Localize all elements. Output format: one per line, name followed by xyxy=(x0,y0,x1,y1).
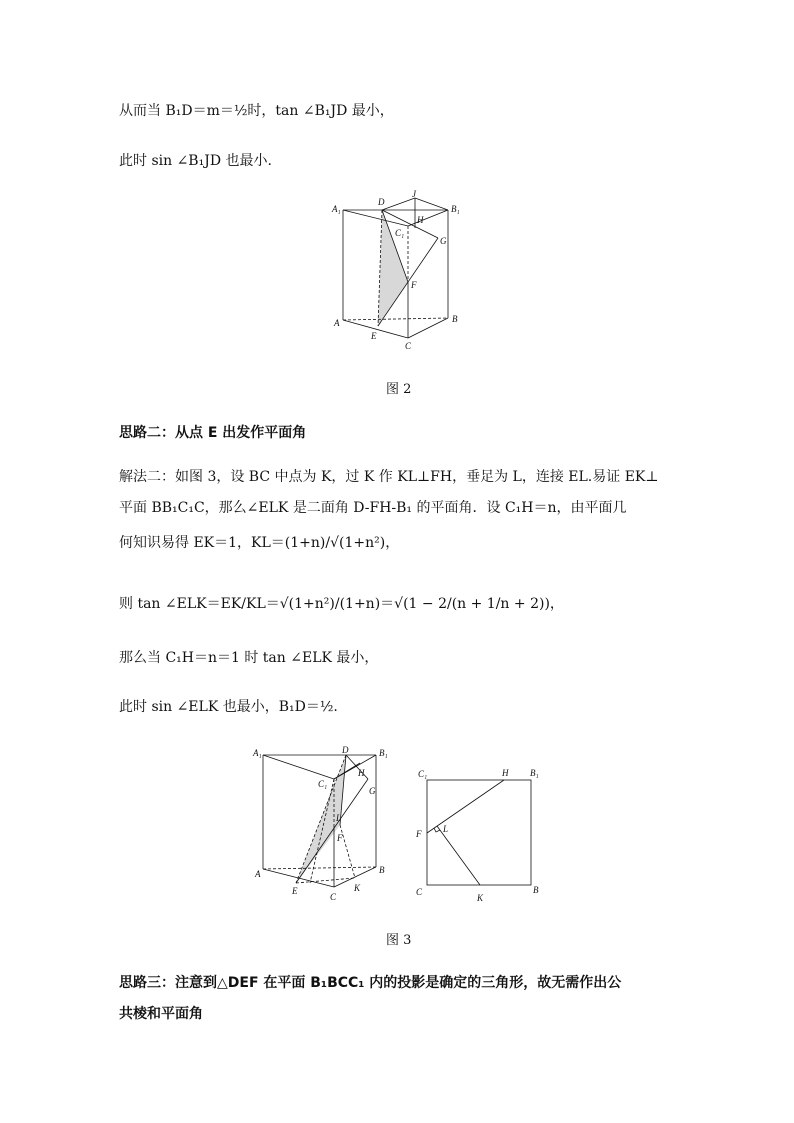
fig3-label-a1: A₁ xyxy=(253,748,262,758)
fig3-label-c: C xyxy=(330,892,337,902)
fig3-label-d: D xyxy=(342,745,349,755)
fig2-label-c1: C₁ xyxy=(395,228,405,238)
heading-approach-2: 思路二：从点 E 出发作平面角 xyxy=(119,425,307,441)
fig2-label-d: D xyxy=(378,197,385,207)
fig3-label-a: A xyxy=(255,869,261,879)
fig2-label-b: B xyxy=(452,314,458,324)
fig3b-label-b: B xyxy=(533,885,539,895)
text-line-5: 何知识易得 EK＝1，KL＝(1+n)/√(1+n²)， xyxy=(119,535,400,551)
fig3-label-b: B xyxy=(379,865,385,875)
fig2-label-j: J xyxy=(412,190,416,199)
text-line-2: 此时 sin ∠B₁JD 也最小. xyxy=(119,153,272,169)
text-line-7: 那么当 C₁H＝n＝1 时 tan ∠ELK 最小， xyxy=(119,650,379,666)
fig3-label-h: H xyxy=(358,768,365,778)
fig3-label-l: L xyxy=(336,813,342,823)
fig2-label-e: E xyxy=(371,331,377,341)
fig3-label-f: F xyxy=(337,833,343,843)
figure-3-square xyxy=(410,763,550,907)
figure-3-square-diagram xyxy=(410,763,550,903)
fig2-label-a: A xyxy=(334,318,340,328)
fig3b-label-k: K xyxy=(477,893,484,903)
fig3-label-c1: C₁ xyxy=(318,779,328,789)
fig3b-label-f: F xyxy=(416,829,422,839)
fig2-label-a1: A₁ xyxy=(332,204,341,214)
fig2-label-f: F xyxy=(411,280,417,290)
heading-approach-3: 思路三：注意到△DEF 在平面 B₁BCC₁ 内的投影是确定的三角形，故无需作出公 xyxy=(119,975,622,991)
fig3b-label-b1: B₁ xyxy=(530,768,539,778)
fig2-label-c: C xyxy=(405,341,412,350)
figure-2-caption: 图 2 xyxy=(386,382,412,397)
text-line-4: 平面 BB₁C₁C，那么∠ELK 是二面角 D-FH-B₁ 的平面角．设 C₁H＝n，由平面几 xyxy=(119,500,627,516)
fig2-label-h: H xyxy=(417,215,424,225)
text-line-6: 则 tan ∠ELK＝EK/KL＝√(1+n²)/(1+n)＝√(1 − 2/(n + 1/n + 2))， xyxy=(119,596,564,612)
fig3b-label-h: H xyxy=(502,768,509,778)
text-line-1: 从而当 B₁D＝m＝½时，tan ∠B₁JD 最小， xyxy=(119,103,394,119)
fig3-label-e: E xyxy=(292,886,298,896)
fig3b-label-c1: C₁ xyxy=(418,769,428,779)
heading-approach-3-cont: 共棱和平面角 xyxy=(119,1006,203,1022)
text-line-3: 解法二：如图 3，设 BC 中点为 K，过 K 作 KL⊥FH，垂足为 L，连接 EL.易证 EK⊥ xyxy=(119,469,659,485)
figure-3-caption: 图 3 xyxy=(386,933,412,948)
figure-2-diagram xyxy=(330,190,470,350)
text-line-8: 此时 sin ∠ELK 也最小，B₁D＝½. xyxy=(119,699,338,715)
figure-3-prism xyxy=(250,743,400,907)
fig2-label-b1: B₁ xyxy=(451,204,460,214)
fig3b-label-c: C xyxy=(416,887,423,897)
fig3-label-b1: B₁ xyxy=(379,748,388,758)
figure-3-prism-diagram xyxy=(250,743,400,903)
fig3b-label-l: L xyxy=(443,824,449,834)
fig3-label-g: G xyxy=(369,786,376,796)
fig2-label-g: G xyxy=(440,236,447,246)
fig3-label-k: K xyxy=(354,883,361,893)
figure-2 xyxy=(330,190,470,354)
